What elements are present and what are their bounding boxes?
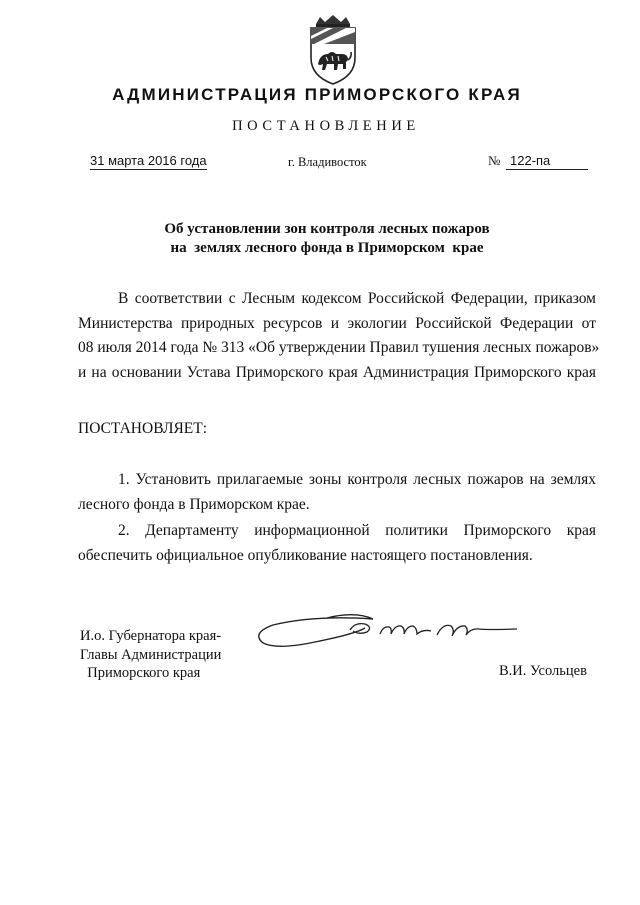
document-type: ПОСТАНОВЛЕНИЕ bbox=[232, 118, 420, 134]
document-city: г. Владивосток bbox=[288, 155, 367, 169]
position-line: И.о. Губернатора края- bbox=[80, 628, 222, 644]
item-1-paragraph bbox=[78, 468, 596, 517]
paragraph-line: и на основании Устава Приморского края Администрация Приморского края bbox=[78, 363, 596, 381]
handwritten-signature-icon bbox=[255, 608, 525, 658]
document-title bbox=[7, 220, 640, 258]
paragraph-line: 2. Департаменту информационной политики Приморского края bbox=[118, 522, 596, 539]
signatory-position bbox=[80, 627, 221, 683]
organization-title: АДМИНИСТРАЦИЯ ПРИМОРСКОГО КРАЯ bbox=[112, 85, 522, 104]
paragraph-line: 08 июля 2014 года № 313 «Об утверждении Правил тушения лесных пожаров» bbox=[78, 339, 600, 356]
primorsky-krai-coat-of-arms-icon bbox=[302, 14, 364, 86]
paragraph-line: лесного фонда в Приморском крае. bbox=[78, 495, 310, 513]
paragraph-line: 1. Установить прилагаемые зоны контроля лесных пожаров на землях bbox=[118, 471, 596, 488]
item-2-paragraph bbox=[78, 519, 596, 568]
title-line: на землях лесного фонда в Приморском крае bbox=[170, 240, 484, 256]
signer-name: В.И. Усольцев bbox=[499, 663, 587, 679]
title-line: Об установлении зон контроля лесных пожаров bbox=[164, 221, 490, 237]
paragraph-line: обеспечить официальное опубликование настоящего постановления. bbox=[78, 546, 533, 564]
position-line: Приморского края bbox=[80, 665, 201, 681]
number-prefix: № bbox=[488, 153, 501, 168]
document-number: 122-па bbox=[506, 153, 588, 170]
position-line: Главы Администрации bbox=[80, 646, 222, 663]
document-date: 31 марта 2016 года bbox=[90, 153, 207, 168]
paragraph-line: В соответствии с Лесным кодексом Российской Федерации, приказом bbox=[118, 290, 596, 307]
intro-paragraph bbox=[78, 287, 600, 385]
decree-word: ПОСТАНОВЛЯЕТ: bbox=[78, 420, 208, 437]
paragraph-line: Министерства природных ресурсов и экологии Российской Федерации от bbox=[78, 314, 596, 332]
